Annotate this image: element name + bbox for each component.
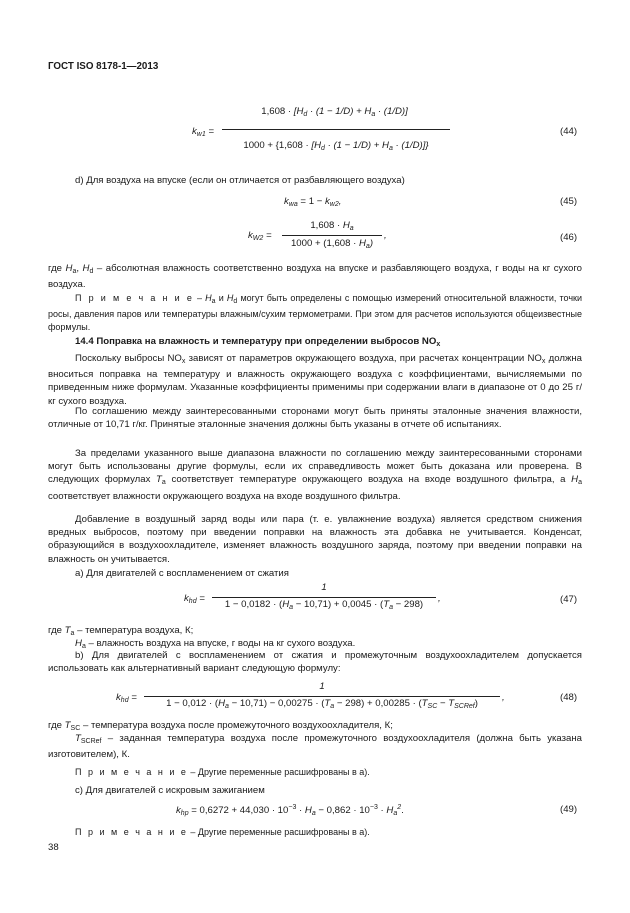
eq47-fraction-bar <box>212 597 436 598</box>
eq44-label: (44) <box>560 126 578 137</box>
where-ha: $H_a$ – влажность воздуха на впуске, г воды на кг сухого воздуха. <box>75 638 356 650</box>
eq48-label: (48) <box>560 692 578 703</box>
eq45-label: (45) <box>560 196 578 207</box>
where-ta: где $T_a$ – температура воздуха, К; <box>48 625 194 637</box>
eq44-lhs: $k_{w1}$ = <box>192 126 215 138</box>
where-tsc: где $T_{SC}$ – температура воздуха после промежуточного воздухоохладителя, К; <box>48 720 393 732</box>
eq46-numerator: $1,608 \cdot H_a$ <box>310 220 354 232</box>
paragraph-2: По соглашению между заинтересованными сторонами могут быть приняты эталонные значения влажности, отличные от 10,71 г/кг. Принятые эталонные значения должны быть указаны в отчете об испытаниях. <box>48 406 582 431</box>
paragraph-1: Поскольку выбросы $NO_x$ зависят от параметров окружающего воздуха, при расчетах концентрации $NO_x$ должна вноситься поправка на температуру и влажность окружающего воздуха с коэффициентами, вычисляемыми по приведенным ниже формулам. Указанные коэффициенты применимы при содержании влаги в диапазоне от 0 до 25 г/кг сухого воздуха. <box>48 353 582 407</box>
note-3: П р и м е ч а н и е – Другие переменные расшифрованы в а). <box>75 827 370 837</box>
eq46-fraction-bar <box>282 235 382 236</box>
equation-45: $k_{wa} = 1 - k_{w2}$, <box>284 196 342 208</box>
eq48-denominator: $1 - 0,012 \cdot (H_a - 10,71) - 0,00275 \cdot (T_a - 298) + 0,00285 \cdot (T_{SC} - T_{SCRef})$ <box>166 698 478 710</box>
eq48-numerator: 1 <box>319 681 325 692</box>
eq44-numerator: $1,608 \cdot [H_d \cdot (1 - 1/D) + H_a \cdot (1/D)]$ <box>261 106 408 118</box>
paragraph-4: Добавление в воздушный заряд воды или пара (т. е. увлажнение воздуха) является средством снижения вредных выбросов, поэтому при введении поправки на влажность эта добавка не учитывается. Конденсат, образующийся в воздухоохладителе, изменяет влажность воздушного заряда, поэтому при введении поправки на влажность он учитывается. <box>48 514 582 565</box>
equation-48: $k_{hd}$ = 1 $1 - 0,012 \cdot (H_a - 10,71) - 0,00275 \cdot (T_a - 298) + 0,00285 \cdot (T_{SC} - T_{SCRef})$ , <box>116 681 505 710</box>
where-tscref: $T_{SCRef}$ – заданная температура воздуха после промежуточного воздухоохладителя (должна быть указана изготовителем), К. <box>48 733 582 761</box>
eq46-denominator: $1000 + (1,608 \cdot H_a)$ <box>290 238 374 250</box>
eq44-fraction-bar <box>222 129 450 130</box>
eq47-label: (47) <box>560 594 578 605</box>
eq48-lhs: $k_{hd}$ = <box>116 692 137 704</box>
paragraph-3: За пределами указанного выше диапазона влажности по соглашению между заинтересованными сторонами могут быть использованы другие формулы, если их справедливость может быть доказана или проверена. В следующих формулах $T_a$ соответствует температуре окружающего воздуха на входе воздушного фильтра, а $H_a$ соответствует влажности окружающего воздуха на входе воздушного фильтра. <box>48 448 583 502</box>
equation-47: $k_{hd}$ = 1 $1 - 0,0182 \cdot (H_a - 10,71) + 0,0045 \cdot (T_a - 298)$ , <box>184 582 441 611</box>
item-c: с) Для двигателей с искровым зажиганием <box>75 785 265 796</box>
note-2: П р и м е ч а н и е – Другие переменные расшифрованы в а). <box>75 767 370 777</box>
eq47-denominator: $1 - 0,0182 \cdot (H_a - 10,71) + 0,0045 \cdot (T_a - 298)$ <box>224 599 424 611</box>
document-header: ГОСТ ISO 8178-1—2013 <box>48 61 159 72</box>
eq48-fraction-bar <box>144 696 500 697</box>
equation-49: $k_{hp} = 0,6272 + 44,030 \cdot 10^{-3} \cdot H_a - 0,862 \cdot 10^{-3} \cdot H_a^2$. <box>176 804 404 817</box>
where-ha-hd: где $H_a$, $H_d$ – абсолютная влажность соответственно воздуха на впуске и разбавляющего воздуха, г воды на кг сухого воздуха. <box>48 263 582 291</box>
note-1: П р и м е ч а н и е – $H_a$ и $H_d$ могут быть определены с помощью измерений относительной влажности, точки росы, давления паров или температуры влажным/сухим термометрами. При этом для расчетов используются общеизвестные формулы. <box>48 293 582 333</box>
equation-46: $k_{W2}$ = $1,608 \cdot H_a$ $1000 + (1,608 \cdot H_a)$ , <box>248 220 387 250</box>
eq49-label: (49) <box>560 804 578 815</box>
item-d: d) Для воздуха на впуске (если он отличается от разбавляющего воздуха) <box>75 175 405 186</box>
item-a: а) Для двигателей с воспламенением от сжатия <box>75 568 289 579</box>
eq46-label: (46) <box>560 232 578 243</box>
eq47-lhs: $k_{hd}$ = <box>184 593 205 605</box>
page-number: 38 <box>48 842 59 853</box>
section-title-14-4: 14.4 Поправка на влажность и температуру при определении выбросов $NO_x$ <box>75 336 441 348</box>
eq46-lhs: $k_{W2}$ = <box>248 230 272 242</box>
eq47-numerator: 1 <box>321 582 327 593</box>
item-b: b) Для двигателей с воспламенением от сжатия и промежуточным воздухоохладителем допускается использовать как альтернативный вариант следующую формулу: <box>48 650 582 675</box>
equation-44 <box>192 106 442 168</box>
eq44-denominator: $1000 + \{1,608 \cdot [H_d \cdot (1 - 1/D) + H_a \cdot (1/D)]\}$ <box>243 140 429 152</box>
